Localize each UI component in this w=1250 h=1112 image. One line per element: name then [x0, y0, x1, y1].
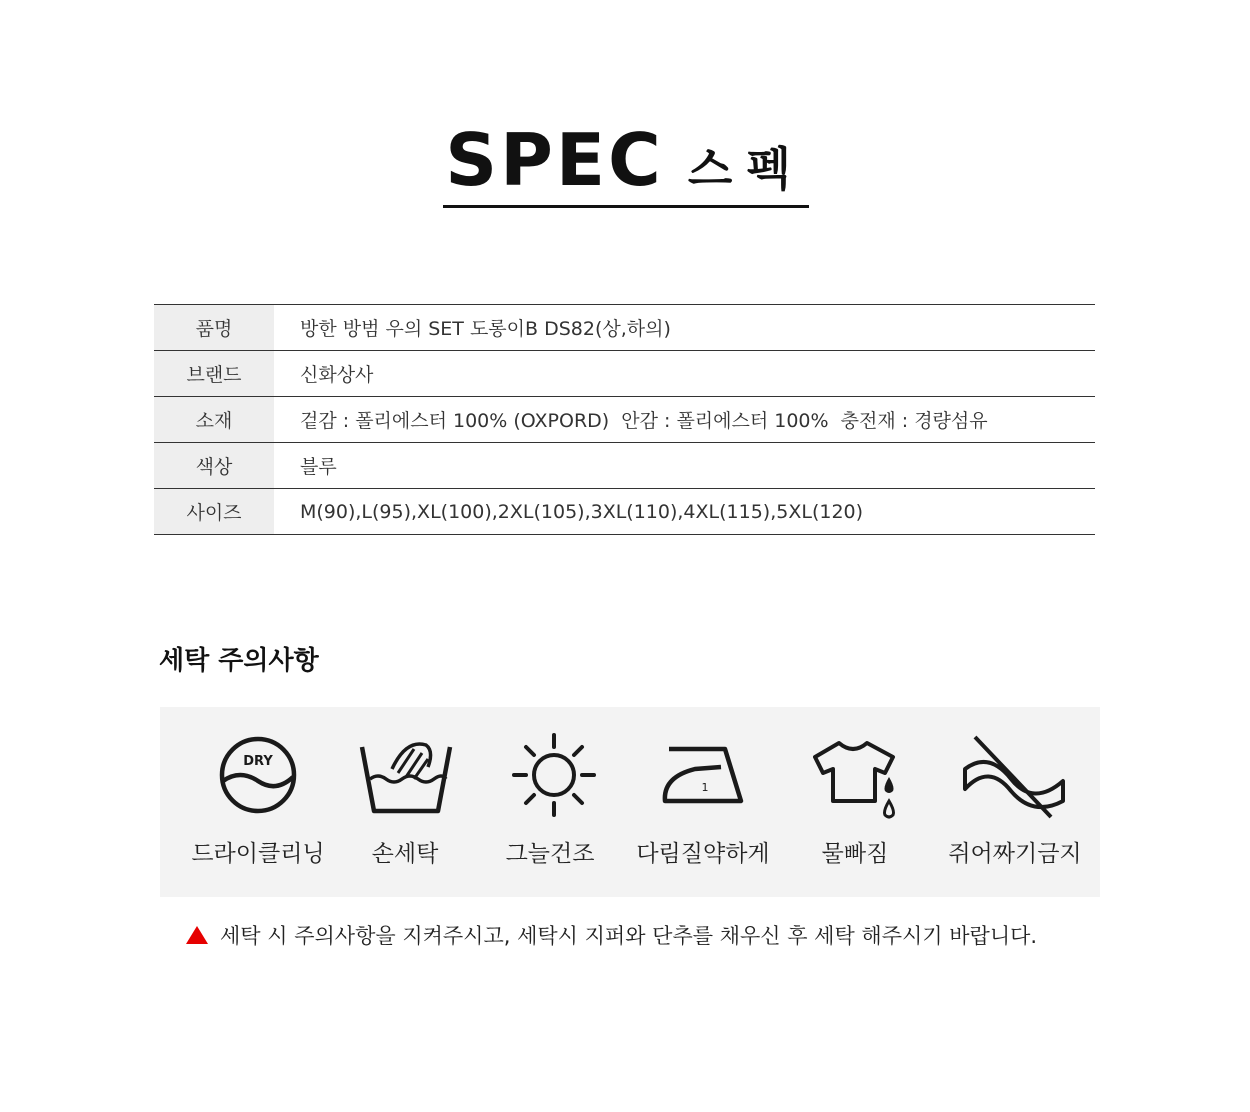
- warning-triangle-icon: [186, 926, 208, 944]
- shade-dry-icon: [512, 733, 596, 817]
- spec-value: 신화상사: [300, 364, 374, 386]
- care-label: 쥐어짜기금지: [948, 841, 1082, 867]
- table-row: [154, 305, 1095, 351]
- table-row: [154, 351, 1095, 397]
- notice-text: 세탁 시 주의사항을 지켜주시고, 세탁시 지퍼와 단추를 채우신 후 세탁 해주시기 바랍니다.: [220, 924, 1038, 948]
- spec-value: 블루: [300, 456, 337, 478]
- care-label: 손세탁: [371, 841, 439, 867]
- iron-icon-text: 1: [701, 781, 709, 794]
- title-english: SPEC: [445, 118, 664, 202]
- dry-icon-text: DRY: [243, 754, 273, 769]
- spec-key: 사이즈: [154, 489, 274, 535]
- care-label: 그늘건조: [505, 841, 595, 867]
- care-item-shade-dry: [470, 707, 630, 897]
- table-row: [154, 489, 1095, 535]
- care-title: 세탁 주의사항: [159, 646, 319, 676]
- care-label: 물빠짐: [821, 841, 889, 867]
- care-notice: [186, 920, 1037, 950]
- care-item-hand-wash: [325, 707, 485, 897]
- care-icons-panel: [160, 707, 1100, 897]
- no-wring-icon: [959, 733, 1069, 819]
- spec-value: 방한 방범 우의 SET 도롱이B DS82(상,하의): [300, 318, 671, 340]
- hand-wash-icon: [358, 735, 454, 815]
- spec-key: 품명: [154, 305, 274, 351]
- spec-key: 색상: [154, 443, 274, 489]
- spec-title: [0, 118, 1250, 208]
- spec-key: 브랜드: [154, 351, 274, 397]
- dry-clean-icon: [218, 735, 298, 815]
- title-korean: 스펙: [687, 142, 805, 196]
- care-label: 다림질약하게: [636, 841, 770, 867]
- care-label: 드라이클리닝: [191, 841, 325, 867]
- care-item-dry-clean: [178, 707, 338, 897]
- care-item-color-bleed: [775, 707, 935, 897]
- spec-title-underlined: [445, 118, 805, 208]
- spec-value: 겉감 : 폴리에스터 100% (OXPORD) 안감 : 폴리에스터 100% 충전재 : 경량섬유: [300, 410, 988, 432]
- spec-key: 소재: [154, 397, 274, 443]
- title-underline: [443, 205, 809, 208]
- spec-value: M(90),L(95),XL(100),2XL(105),3XL(110),4XL(115),5XL(120): [300, 500, 864, 523]
- care-item-iron-low: [623, 707, 783, 897]
- spec-table: [154, 304, 1095, 535]
- iron-low-icon: [661, 743, 745, 807]
- color-bleed-icon: [813, 739, 903, 823]
- care-item-no-wring: [935, 707, 1095, 897]
- table-row: [154, 397, 1095, 443]
- table-row: [154, 443, 1095, 489]
